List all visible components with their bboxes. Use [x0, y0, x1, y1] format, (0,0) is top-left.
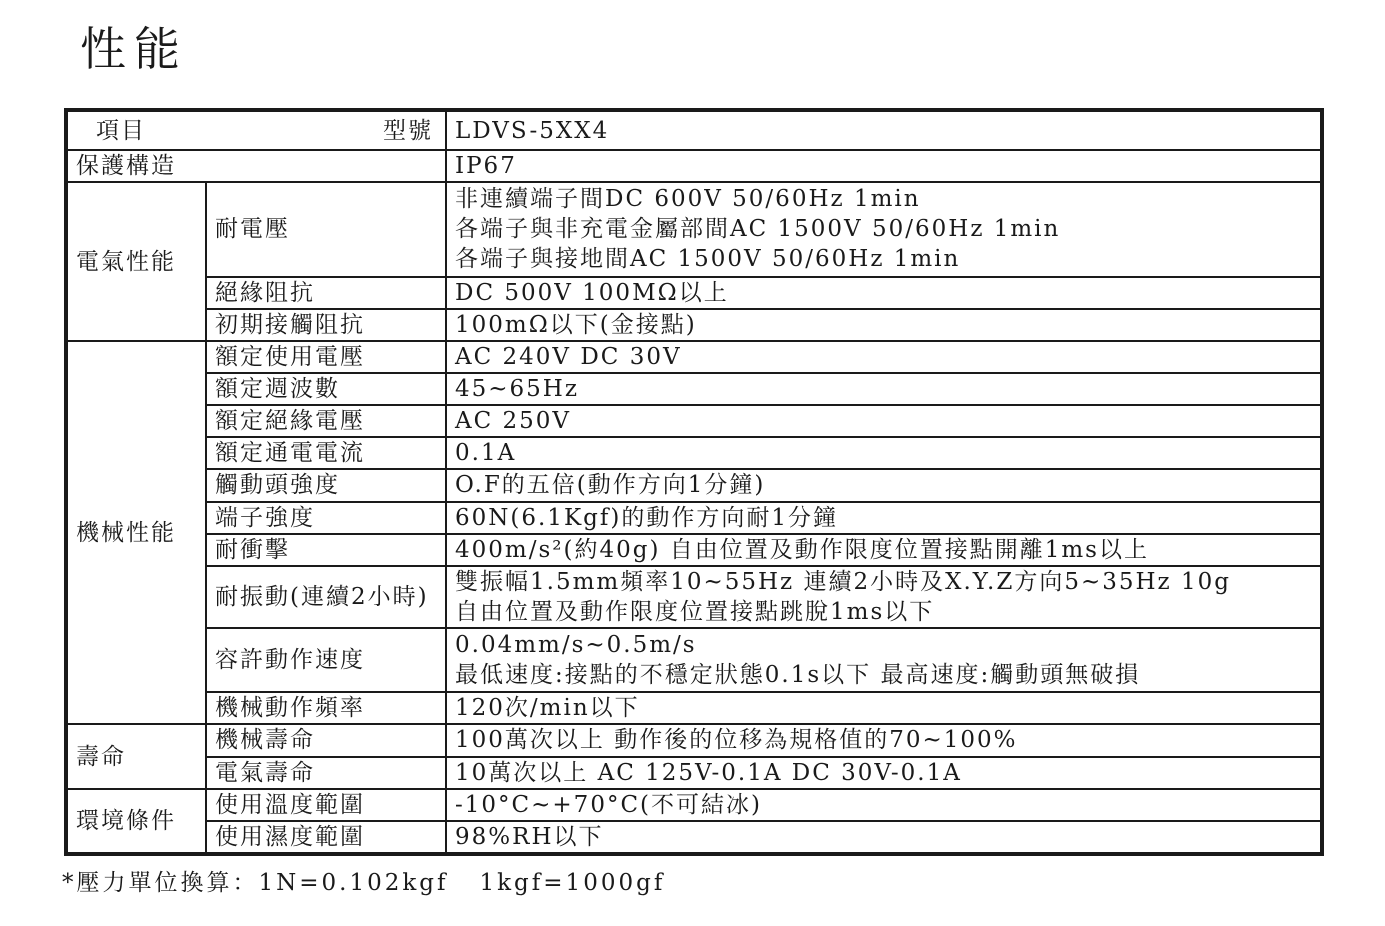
spec-value-line: 非連續端子間DC 600V 50/60Hz 1min — [455, 186, 921, 213]
spec-value — [446, 309, 1322, 341]
model-label: 型號 — [383, 117, 433, 144]
spec-value-line: AC 250V — [455, 408, 572, 435]
spec-value-line: -10°C~+70°C(不可結冰) — [455, 791, 762, 818]
protection-row — [66, 150, 1322, 182]
category-life: 壽命 — [66, 724, 206, 788]
spec-table — [64, 108, 1324, 856]
category-mechanical: 機械性能 — [66, 341, 206, 725]
spec-value-line: 10萬次以上 AC 125V-0.1A DC 30V-0.1A — [455, 759, 962, 786]
protection-label: 保護構造 — [66, 150, 446, 182]
spec-value — [446, 405, 1322, 437]
spec-value — [446, 724, 1322, 756]
spec-value — [446, 757, 1322, 789]
spec-row — [66, 373, 1322, 405]
spec-value — [446, 182, 1322, 276]
spec-row — [66, 628, 1322, 692]
spec-label: 容許動作速度 — [206, 628, 446, 692]
spec-value — [446, 692, 1322, 724]
spec-value-line: 0.04mm/s~0.5m/s — [455, 632, 697, 659]
page-title: 性能 — [80, 22, 188, 76]
spec-label: 機械動作頻率 — [206, 692, 446, 724]
spec-value-line: 最低速度:接點的不穩定狀態0.1s以下 最高速度:觸動頭無破損 — [455, 662, 1141, 689]
spec-value-line: 98%RH以下 — [455, 823, 604, 850]
spec-row — [66, 469, 1322, 501]
spec-value — [446, 469, 1322, 501]
spec-label: 額定絕緣電壓 — [206, 405, 446, 437]
spec-label: 耐電壓 — [206, 182, 446, 276]
spec-row — [66, 502, 1322, 534]
spec-value-line: 400m/s²(約40g) 自由位置及動作限度位置接點開離1ms以上 — [455, 536, 1149, 563]
spec-row — [66, 757, 1322, 789]
spec-value — [446, 437, 1322, 469]
spec-value-line: 60N(6.1Kgf)的動作方向耐1分鐘 — [455, 504, 838, 531]
spec-value — [446, 566, 1322, 628]
spec-value — [446, 628, 1322, 692]
spec-row — [66, 277, 1322, 309]
spec-value — [446, 502, 1322, 534]
spec-label: 初期接觸阻抗 — [206, 309, 446, 341]
spec-label: 電氣壽命 — [206, 757, 446, 789]
spec-table-body — [66, 110, 1322, 854]
spec-label: 觸動頭強度 — [206, 469, 446, 501]
spec-value-line: 自由位置及動作限度位置接點跳脫1ms以下 — [455, 598, 935, 625]
spec-label: 機械壽命 — [206, 724, 446, 756]
spec-row — [66, 789, 1322, 821]
spec-label: 耐振動(連續2小時) — [206, 566, 446, 628]
spec-row — [66, 724, 1322, 756]
spec-value-line: O.F的五倍(動作方向1分鐘) — [455, 472, 766, 499]
spec-row — [66, 437, 1322, 469]
spec-label: 使用濕度範圍 — [206, 821, 446, 854]
spec-row — [66, 405, 1322, 437]
spec-value-line: 120次/min以下 — [455, 695, 640, 722]
spec-label: 額定通電電流 — [206, 437, 446, 469]
spec-value — [446, 821, 1322, 854]
spec-row — [66, 821, 1322, 854]
spec-row — [66, 566, 1322, 628]
spec-value — [446, 373, 1322, 405]
spec-value-line: 0.1A — [455, 440, 517, 467]
spec-label: 絕緣阻抗 — [206, 277, 446, 309]
category-environment: 環境條件 — [66, 789, 206, 854]
spec-value-line: 各端子與接地間AC 1500V 50/60Hz 1min — [455, 246, 961, 273]
spec-label: 耐衝擊 — [206, 534, 446, 566]
header-item-model-cell — [66, 110, 446, 150]
spec-label: 使用溫度範圍 — [206, 789, 446, 821]
spec-value-line: 45~65Hz — [455, 376, 579, 403]
spec-value-line: AC 240V DC 30V — [455, 343, 682, 370]
spec-value-line: DC 500V 100MΩ以上 — [455, 279, 729, 306]
spec-value-line: 雙振幅1.5mm頻率10~55Hz 連續2小時及X.Y.Z方向5~35Hz 10g — [455, 568, 1231, 595]
spec-value — [446, 341, 1322, 373]
spec-row — [66, 534, 1322, 566]
spec-label: 端子強度 — [206, 502, 446, 534]
spec-value — [446, 277, 1322, 309]
spec-value-line: 100萬次以上 動作後的位移為規格值的70~100% — [455, 727, 1018, 754]
spec-value-line: 各端子與非充電金屬部間AC 1500V 50/60Hz 1min — [455, 216, 1061, 243]
spec-row — [66, 182, 1322, 276]
spec-value — [446, 534, 1322, 566]
header-row — [66, 110, 1322, 150]
footnote: *壓力單位換算：1N=0.102kgf 1kgf=1000gf — [62, 870, 666, 896]
spec-row — [66, 341, 1322, 373]
model-value: LDVS-5XX4 — [446, 110, 1322, 150]
spec-value — [446, 789, 1322, 821]
spec-row — [66, 309, 1322, 341]
spec-label: 額定使用電壓 — [206, 341, 446, 373]
item-label: 項目 — [96, 117, 146, 144]
protection-value: IP67 — [446, 150, 1322, 182]
spec-label: 額定週波數 — [206, 373, 446, 405]
spec-row — [66, 692, 1322, 724]
category-electrical: 電氣性能 — [66, 182, 206, 341]
spec-value-line: 100mΩ以下(金接點) — [455, 311, 697, 338]
